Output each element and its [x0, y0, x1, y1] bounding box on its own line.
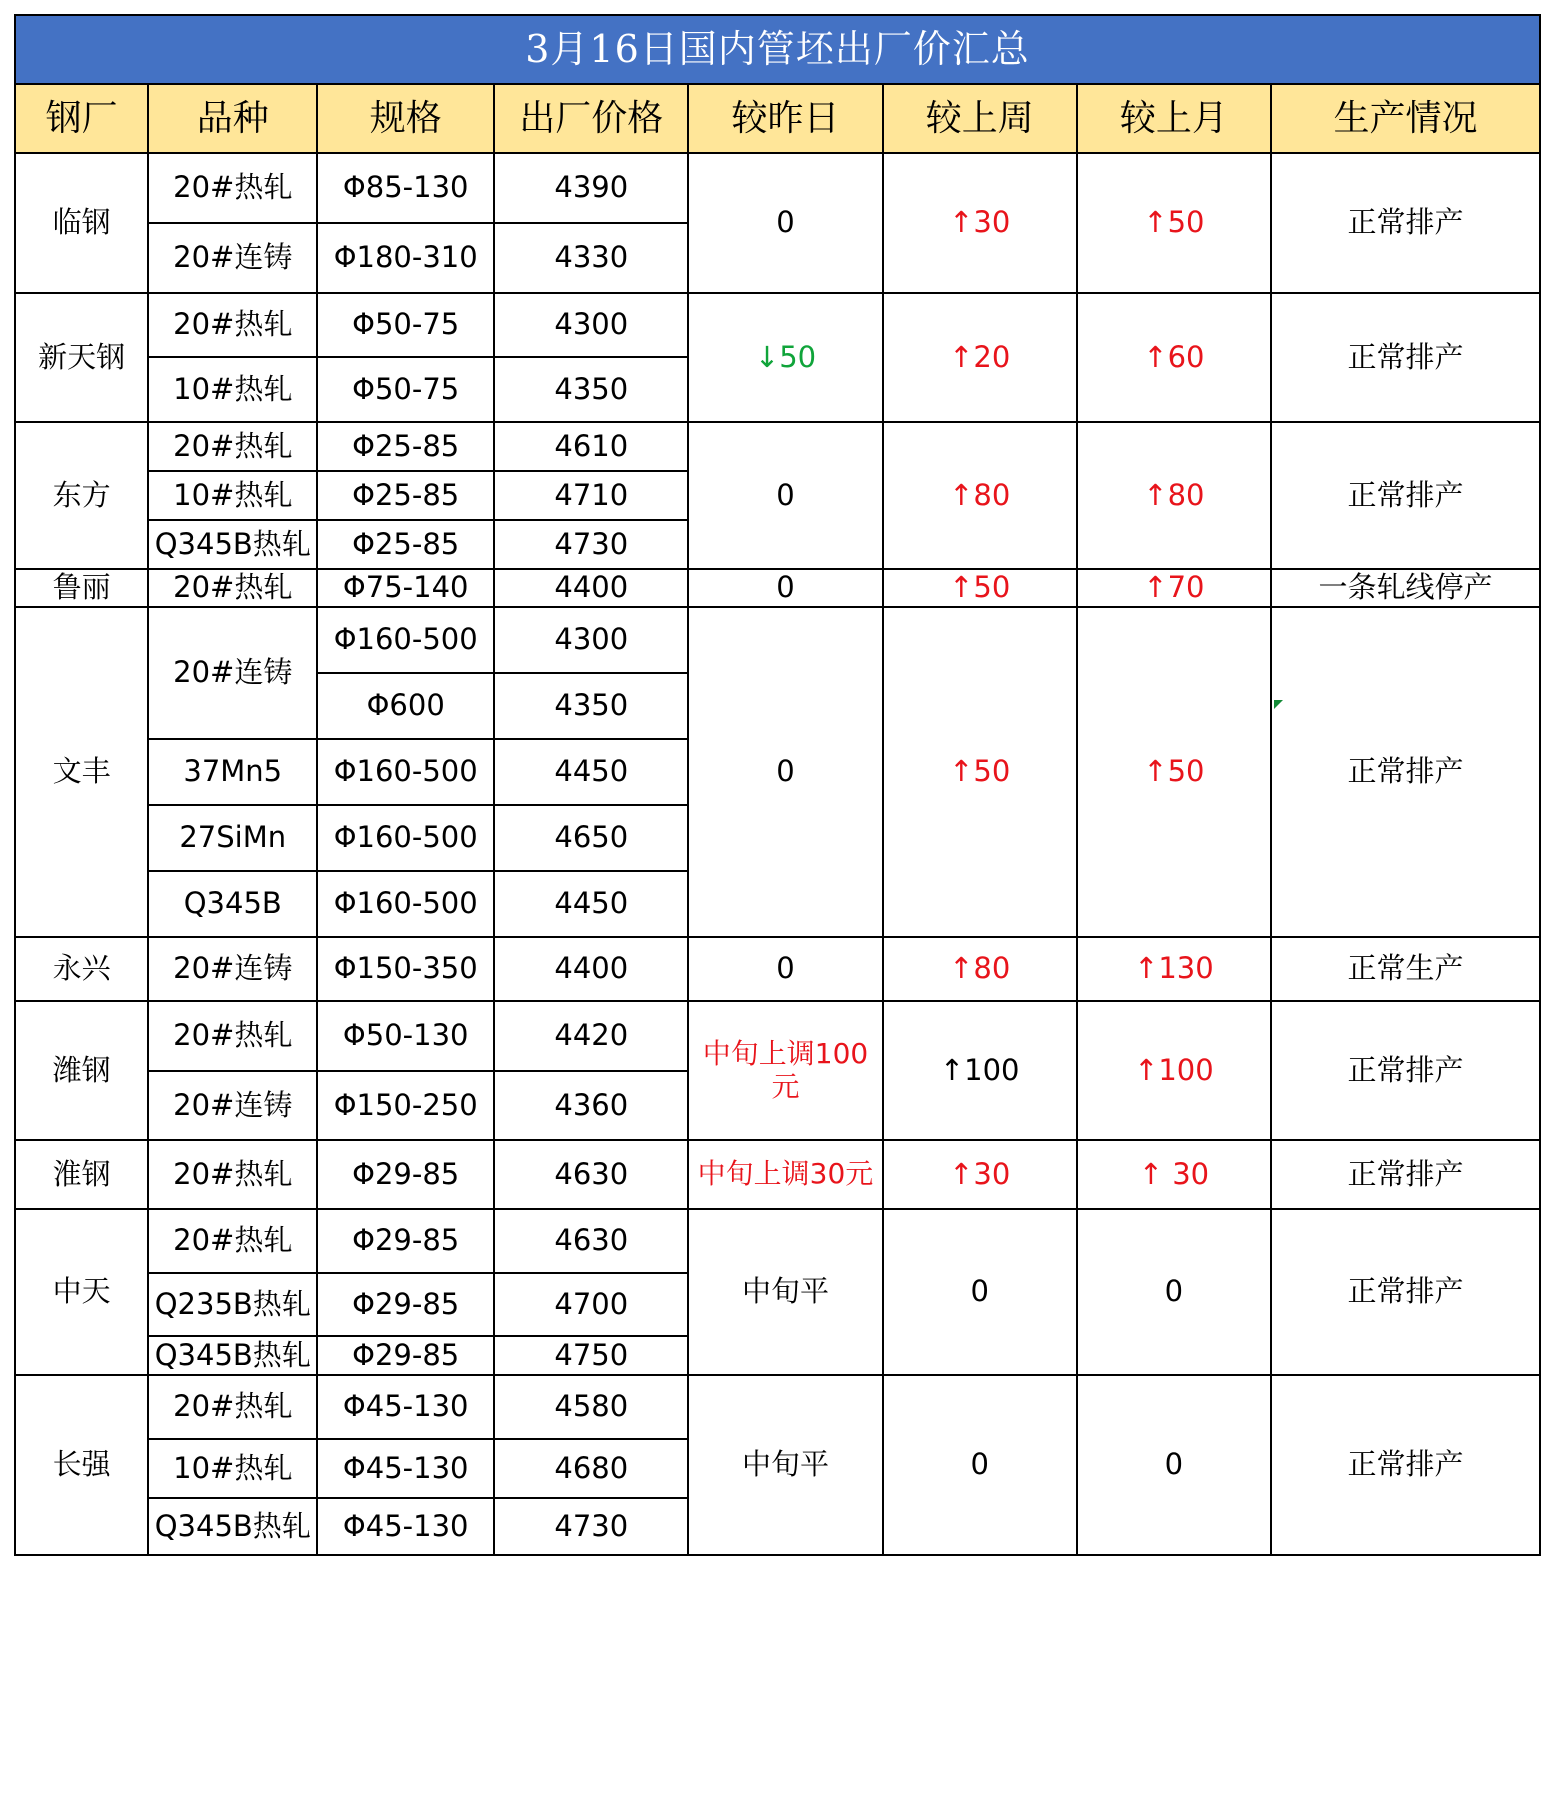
vs-last-week-cell: ↑100: [883, 1001, 1077, 1140]
price-cell: 4450: [494, 739, 688, 805]
spec-cell: Φ25-85: [317, 422, 494, 471]
mill-cell: 文丰: [15, 607, 148, 937]
vs-yesterday-cell: 0: [688, 607, 882, 937]
header-price: 出厂价格: [494, 84, 688, 153]
status-cell: 正常排产: [1271, 1001, 1540, 1140]
variety-cell: 37Mn5: [148, 739, 317, 805]
spec-cell: Φ45-130: [317, 1375, 494, 1439]
variety-cell: 20#热轧: [148, 153, 317, 223]
vs-last-month-cell: ↑50: [1077, 153, 1271, 293]
price-cell: 4350: [494, 673, 688, 739]
vs-last-month-cell: ↑50: [1077, 607, 1271, 937]
price-cell: 4650: [494, 805, 688, 871]
vs-last-week-cell: ↑30: [883, 1140, 1077, 1209]
status-cell: 正常排产: [1271, 293, 1540, 422]
spec-cell: Φ25-85: [317, 520, 494, 569]
table-row: [15, 1001, 1540, 1071]
variety-cell: Q235B热轧: [148, 1273, 317, 1336]
variety-cell: 20#连铸: [148, 937, 317, 1001]
vs-last-week-cell: 0: [883, 1209, 1077, 1375]
price-cell: 4580: [494, 1375, 688, 1439]
variety-cell: Q345B: [148, 871, 317, 937]
table-row: [15, 153, 1540, 223]
price-cell: 4730: [494, 1498, 688, 1555]
table-row: [15, 1140, 1540, 1209]
price-cell: 4420: [494, 1001, 688, 1071]
vs-yesterday-cell: 0: [688, 569, 882, 607]
spec-cell: Φ160-500: [317, 805, 494, 871]
table-row: [15, 293, 1540, 357]
price-cell: 4610: [494, 422, 688, 471]
variety-cell: Q345B热轧: [148, 520, 317, 569]
price-cell: 4360: [494, 1071, 688, 1140]
header-spec: 规格: [317, 84, 494, 153]
price-cell: 4450: [494, 871, 688, 937]
mill-cell: 潍钢: [15, 1001, 148, 1140]
spec-cell: Φ25-85: [317, 471, 494, 520]
mill-cell: 永兴: [15, 937, 148, 1001]
mill-cell: 临钢: [15, 153, 148, 293]
spec-cell: Φ160-500: [317, 607, 494, 673]
mill-cell: 鲁丽: [15, 569, 148, 607]
spec-cell: Φ50-75: [317, 293, 494, 357]
variety-cell: 20#热轧: [148, 1140, 317, 1209]
spec-cell: Φ600: [317, 673, 494, 739]
vs-last-week-cell: ↑50: [883, 569, 1077, 607]
header-variety: 品种: [148, 84, 317, 153]
variety-cell: 20#热轧: [148, 569, 317, 607]
spec-cell: Φ150-250: [317, 1071, 494, 1140]
vs-last-week-cell: ↑20: [883, 293, 1077, 422]
vs-yesterday-cell: 中旬平: [688, 1375, 882, 1555]
price-cell: 4750: [494, 1336, 688, 1375]
price-cell: 4400: [494, 937, 688, 1001]
variety-cell: 20#热轧: [148, 1209, 317, 1273]
variety-cell: Q345B热轧: [148, 1336, 317, 1375]
status-cell: 正常排产: [1271, 1209, 1540, 1375]
table-row: [15, 1375, 1540, 1439]
mill-cell: 新天钢: [15, 293, 148, 422]
variety-cell: 10#热轧: [148, 357, 317, 422]
spec-cell: Φ45-130: [317, 1498, 494, 1555]
vs-last-month-cell: ↑60: [1077, 293, 1271, 422]
spec-cell: Φ50-130: [317, 1001, 494, 1071]
vs-last-month-cell: 0: [1077, 1209, 1271, 1375]
status-cell: 一条轧线停产: [1271, 569, 1540, 607]
status-cell: 正常排产: [1271, 1140, 1540, 1209]
spec-cell: Φ29-85: [317, 1336, 494, 1375]
header-vs-yesterday: 较昨日: [688, 84, 882, 153]
price-table: [14, 14, 1541, 1556]
mill-cell: 淮钢: [15, 1140, 148, 1209]
price-cell: 4630: [494, 1209, 688, 1273]
price-cell: 4330: [494, 223, 688, 293]
table-row: [15, 937, 1540, 1001]
vs-last-month-cell: ↑80: [1077, 422, 1271, 569]
variety-cell: Q345B热轧: [148, 1498, 317, 1555]
mill-cell: 东方: [15, 422, 148, 569]
status-cell: 正常排产: [1271, 153, 1540, 293]
vs-last-month-cell: ↑100: [1077, 1001, 1271, 1140]
price-cell: 4400: [494, 569, 688, 607]
vs-yesterday-cell: 中旬上调100元: [688, 1001, 882, 1140]
spec-cell: Φ45-130: [317, 1439, 494, 1498]
variety-cell: 20#热轧: [148, 422, 317, 471]
vs-yesterday-cell: 0: [688, 153, 882, 293]
cell-comment-marker: [1274, 700, 1283, 709]
header-vs-last-week: 较上周: [883, 84, 1077, 153]
table-row: [15, 422, 1540, 471]
vs-last-week-cell: 0: [883, 1375, 1077, 1555]
vs-yesterday-cell: 0: [688, 422, 882, 569]
status-cell: 正常排产: [1271, 1375, 1540, 1555]
header-mill: 钢厂: [15, 84, 148, 153]
variety-cell: 20#热轧: [148, 1001, 317, 1071]
price-cell: 4730: [494, 520, 688, 569]
spec-cell: Φ180-310: [317, 223, 494, 293]
variety-cell: 27SiMn: [148, 805, 317, 871]
vs-last-week-cell: ↑30: [883, 153, 1077, 293]
price-cell: 4710: [494, 471, 688, 520]
variety-cell: 20#连铸: [148, 223, 317, 293]
price-cell: 4630: [494, 1140, 688, 1209]
vs-last-week-cell: ↑80: [883, 937, 1077, 1001]
vs-last-month-cell: ↑70: [1077, 569, 1271, 607]
mill-cell: 长强: [15, 1375, 148, 1555]
vs-yesterday-cell: 中旬平: [688, 1209, 882, 1375]
price-cell: 4300: [494, 293, 688, 357]
price-cell: 4300: [494, 607, 688, 673]
variety-cell: 20#热轧: [148, 1375, 317, 1439]
table-title: 3月16日国内管坯出厂价汇总: [15, 15, 1540, 84]
variety-cell: 10#热轧: [148, 1439, 317, 1498]
spec-cell: Φ85-130: [317, 153, 494, 223]
price-cell: 4700: [494, 1273, 688, 1336]
vs-yesterday-cell: ↓50: [688, 293, 882, 422]
vs-last-month-cell: 0: [1077, 1375, 1271, 1555]
variety-cell: 20#连铸: [148, 607, 317, 739]
status-cell: 正常生产: [1271, 937, 1540, 1001]
variety-cell: 20#连铸: [148, 1071, 317, 1140]
price-cell: 4350: [494, 357, 688, 422]
table-row: [15, 1209, 1540, 1273]
price-cell: 4390: [494, 153, 688, 223]
vs-last-week-cell: ↑50: [883, 607, 1077, 937]
spec-cell: Φ29-85: [317, 1273, 494, 1336]
spec-cell: Φ160-500: [317, 739, 494, 805]
spec-cell: Φ160-500: [317, 871, 494, 937]
header-status: 生产情况: [1271, 84, 1540, 153]
vs-yesterday-cell: 中旬上调30元: [688, 1140, 882, 1209]
table-row: [15, 569, 1540, 607]
mill-cell: 中天: [15, 1209, 148, 1375]
status-cell: 正常排产: [1271, 422, 1540, 569]
spec-cell: Φ29-85: [317, 1209, 494, 1273]
vs-last-week-cell: ↑80: [883, 422, 1077, 569]
variety-cell: 20#热轧: [148, 293, 317, 357]
spec-cell: Φ50-75: [317, 357, 494, 422]
header-vs-last-month: 较上月: [1077, 84, 1271, 153]
status-cell: 正常排产: [1271, 607, 1540, 937]
vs-last-month-cell: ↑130: [1077, 937, 1271, 1001]
price-cell: 4680: [494, 1439, 688, 1498]
vs-last-month-cell: ↑ 30: [1077, 1140, 1271, 1209]
spec-cell: Φ75-140: [317, 569, 494, 607]
variety-cell: 10#热轧: [148, 471, 317, 520]
spec-cell: Φ29-85: [317, 1140, 494, 1209]
table-row: [15, 607, 1540, 673]
vs-yesterday-cell: 0: [688, 937, 882, 1001]
spec-cell: Φ150-350: [317, 937, 494, 1001]
